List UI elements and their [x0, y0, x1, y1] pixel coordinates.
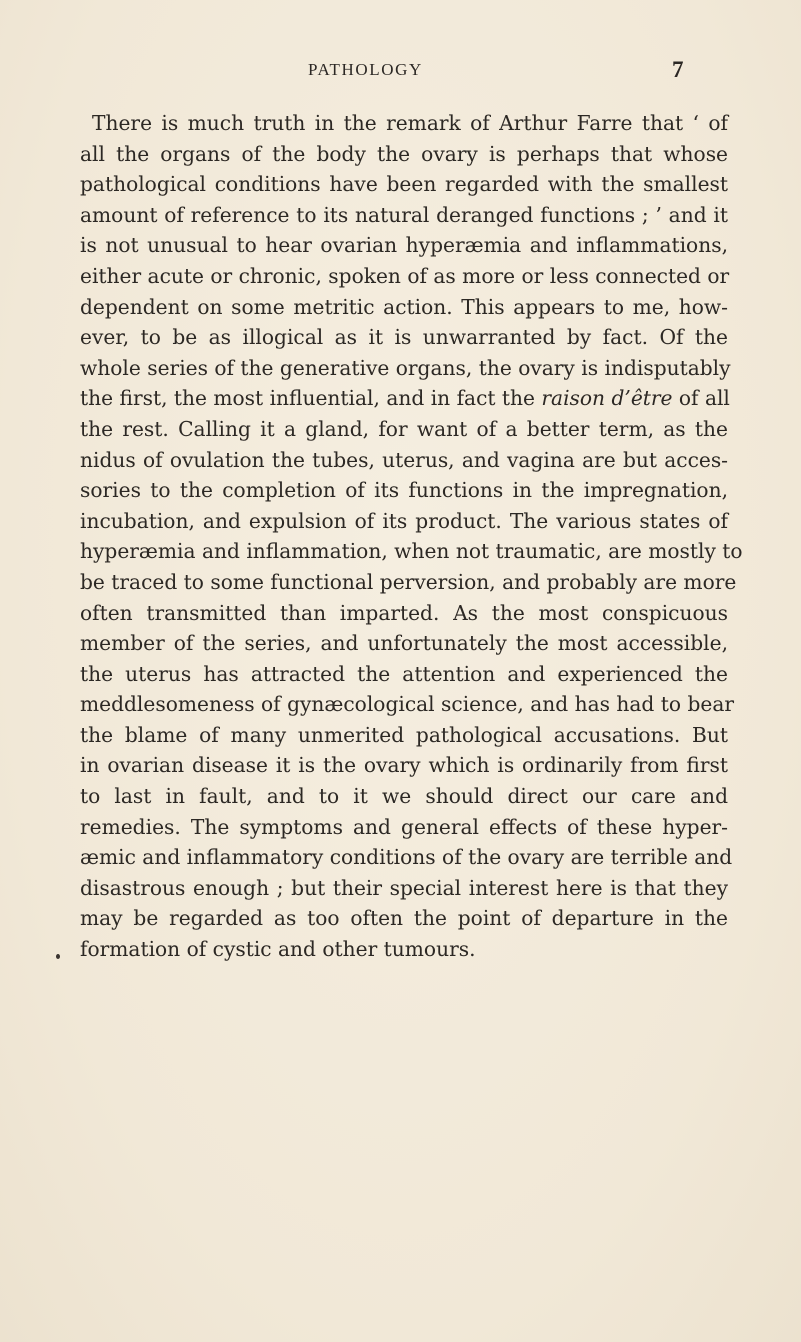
text-line: often transmitted than imparted. As the most conspicuous: [80, 600, 728, 625]
text-line: the uterus has attracted the attention and experienced the: [80, 661, 728, 686]
text-line-with-italic: [80, 383, 728, 414]
ink-speck: [56, 954, 60, 959]
text-line: There is much truth in the remark of Arthur Farre that ‘ of: [92, 111, 728, 135]
text-line: nidus of ovulation the tubes, uterus, and vagina are but acces-: [80, 447, 728, 472]
text-line: whole series of the generative organs, the ovary is indisputably: [80, 355, 731, 380]
page-number: 7: [672, 57, 684, 82]
text-run: of all: [672, 386, 730, 411]
text-line: disastrous enough ; but their special interest here is that they: [80, 875, 728, 900]
text-line: incubation, and expulsion of its product. The various states of: [80, 508, 728, 533]
text-line: ever, to be as illogical as it is unwarranted by fact. Of the: [80, 325, 728, 350]
text-line: is not unusual to hear ovarian hyperæmia and inflammations,: [80, 233, 728, 258]
running-head: [0, 57, 801, 86]
text-line: remedies. The symptoms and general effects of these hyper-: [80, 814, 728, 839]
text-line: member of the series, and unfortunately the most accessible,: [80, 631, 728, 656]
text-line: æmic and inflammatory conditions of the ovary are terrible and: [80, 845, 733, 870]
text-line: amount of reference to its natural deranged functions ; ’ and it: [80, 202, 728, 227]
body-paragraph: [80, 108, 743, 965]
running-head-title: PATHOLOGY: [308, 60, 423, 79]
text-line: either acute or chronic, spoken of as more or less connected or: [80, 263, 730, 288]
text-line: pathological conditions have been regarded with the smallest: [80, 172, 728, 197]
text-run: the first, the most influential, and in fact the: [80, 386, 542, 411]
text-line: all the organs of the body the ovary is perhaps that whose: [80, 141, 728, 166]
text-line: sories to the completion of its functions in the impregnation,: [80, 478, 728, 503]
text-line: to last in fault, and to it we should direct our care and: [80, 784, 728, 809]
text-line: formation of cystic and other tumours.: [80, 937, 476, 962]
text-line: the blame of many unmerited pathological accusations. But: [80, 722, 728, 747]
text-line: the rest. Calling it a gland, for want of a better term, as the: [80, 416, 728, 441]
text-line: dependent on some metritic action. This appears to me, how-: [80, 294, 728, 319]
text-line: be traced to some functional perversion, and probably are more: [80, 569, 737, 594]
text-line: hyperæmia and inflammation, when not traumatic, are mostly to: [80, 539, 743, 564]
text-line: meddlesomeness of gynæcological science, and has had to bear: [80, 692, 735, 717]
text-line: in ovarian disease it is the ovary which is ordinarily from first: [80, 753, 728, 778]
text-line: may be regarded as too often the point of departure in the: [80, 906, 728, 931]
italic-phrase: raison d’être: [541, 386, 673, 411]
